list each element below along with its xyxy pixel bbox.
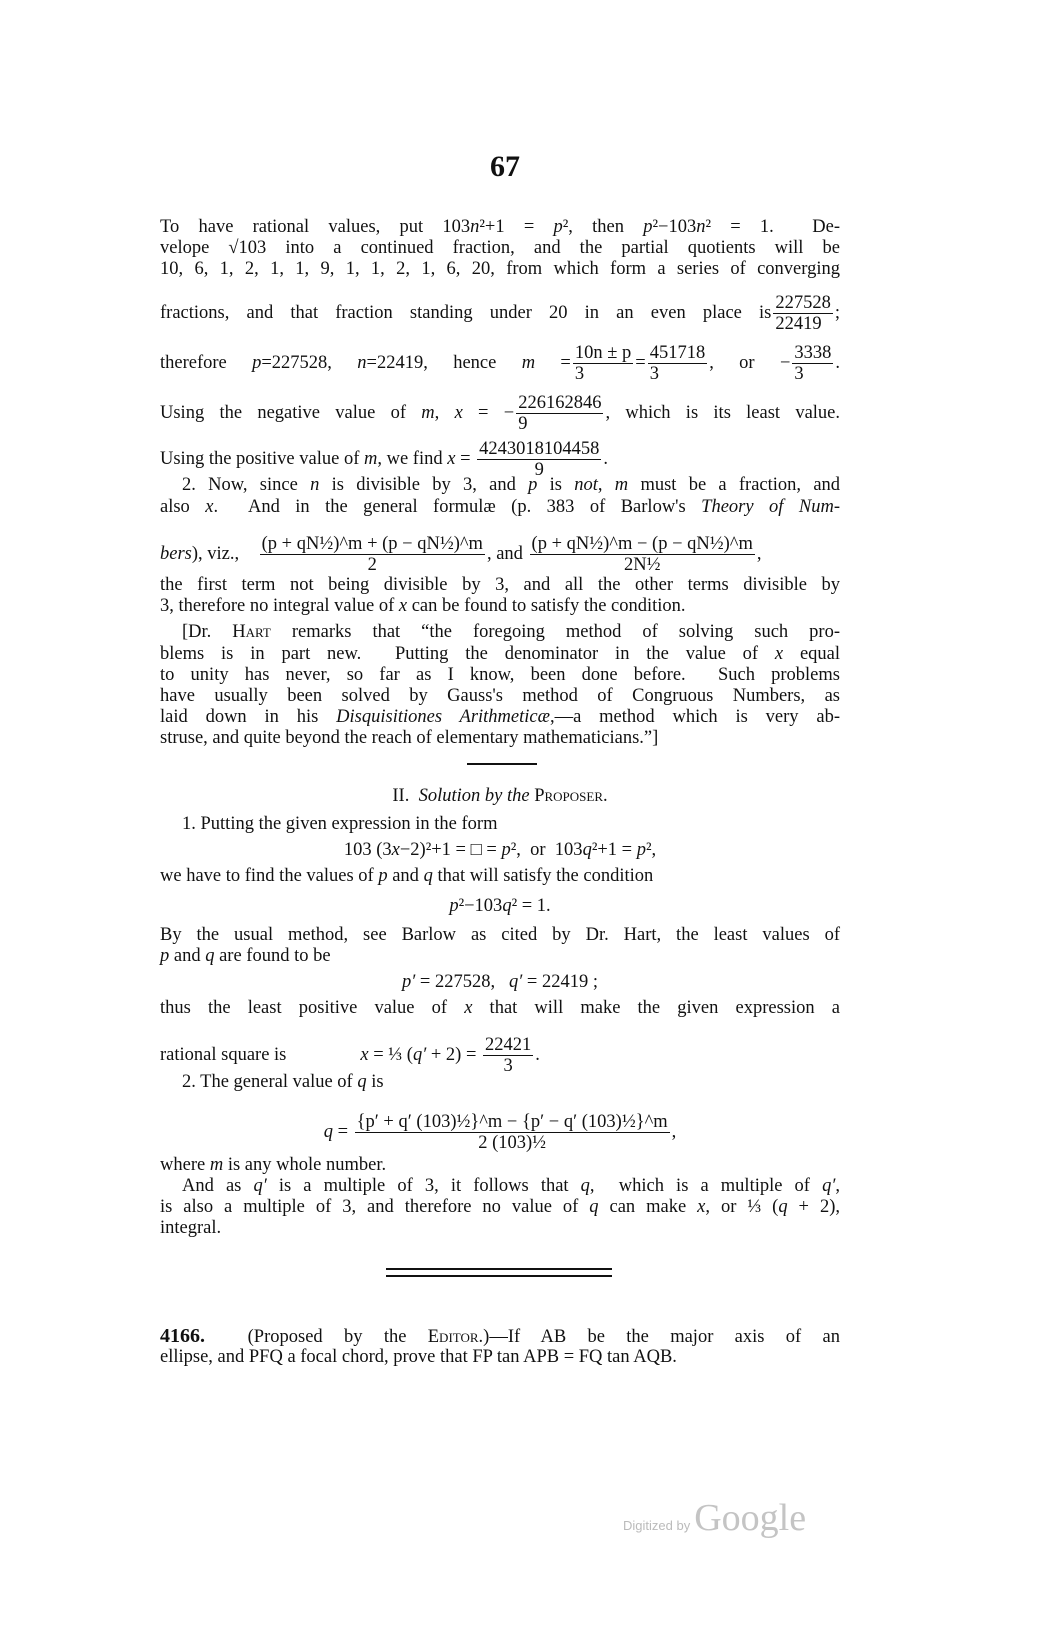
- text-line: [160, 393, 840, 434]
- text-run: ;: [834, 302, 840, 323]
- text-line: [160, 574, 840, 596]
- text-run: x: [447, 448, 456, 469]
- text-line: [160, 706, 840, 728]
- text-run: m: [521, 352, 536, 373]
- text-run: =227528,: [261, 352, 358, 373]
- text-run: m: [614, 475, 629, 495]
- text-run: where: [160, 1155, 210, 1175]
- text-run: p: [378, 866, 388, 886]
- text-line: [160, 496, 840, 518]
- text-run: . And in the general formulæ (p. 383 of Barlow's: [213, 497, 702, 517]
- text-run: To have rational values, put 103: [160, 217, 471, 237]
- text-run: ² = 1. De-: [705, 217, 840, 237]
- text-run: equal: [783, 644, 841, 664]
- text-run: ², then: [562, 217, 644, 237]
- fraction-denominator: 22419: [775, 314, 822, 334]
- text-run: ²,: [645, 840, 657, 860]
- text-line: [160, 1217, 840, 1239]
- text-run: p: [160, 946, 170, 966]
- text-run: q: [323, 1121, 333, 1142]
- text-run: By the usual method, see Barlow as cited by Dr. Hart, the least values of: [160, 925, 840, 945]
- fraction: [355, 1112, 670, 1153]
- text-run: Solution by the: [418, 786, 530, 806]
- text-line: [160, 216, 840, 238]
- text-line: [160, 945, 840, 967]
- text-run: (Proposed by the: [205, 1327, 428, 1347]
- text-run: x: [454, 402, 463, 423]
- text-run: can be found to satisfy the condition.: [407, 596, 686, 616]
- fraction-numerator: 227528: [775, 293, 831, 313]
- text-line: [160, 924, 840, 946]
- text-run: .: [603, 448, 609, 469]
- fraction-numerator: (p + qN½)^m + (p − qN½)^m: [261, 534, 483, 554]
- text-run: p: [528, 475, 538, 495]
- text-run: velope √103 into a continued fraction, and the partial quotients will be: [160, 238, 840, 258]
- fraction-denominator: 2: [367, 555, 377, 575]
- text-run: thus the least positive value of: [160, 998, 465, 1018]
- fraction-denominator: 9: [534, 460, 544, 480]
- text-line: [160, 664, 840, 686]
- text-run: ,: [597, 475, 615, 495]
- text-run: is any whole number.: [223, 1155, 387, 1175]
- text-run: that will satisfy the condition: [432, 866, 654, 886]
- text-run: q: [423, 866, 433, 886]
- text-run: .: [835, 352, 840, 373]
- text-run: ², or 103: [510, 840, 583, 860]
- text-line: [160, 1112, 840, 1153]
- text-line: [160, 971, 840, 993]
- text-line: [160, 1325, 840, 1348]
- text-run: 3, therefore no integral value of: [160, 596, 399, 616]
- text-run: to unity has never, so far as I know, been done before. Such problems: [160, 665, 840, 685]
- text-line: [160, 1154, 840, 1176]
- text-run: q′: [822, 1176, 836, 1196]
- text-run: n: [310, 475, 320, 495]
- text-line: [160, 474, 840, 496]
- text-run: n: [696, 217, 706, 237]
- text-line: [160, 727, 840, 749]
- text-run: is: [537, 475, 575, 495]
- fraction-denominator: 2N½: [623, 555, 661, 575]
- text-run: ellipse, and PFQ a focal chord, prove that FP tan APB = FQ tan AQB.: [160, 1347, 677, 1367]
- text-run: , which is a multiple of: [589, 1176, 823, 1196]
- text-run: 2. Now, since: [182, 475, 311, 495]
- text-run: must be a fraction, and: [628, 475, 841, 495]
- fraction-denominator: 3: [649, 364, 659, 384]
- text-run: + 2),: [787, 1197, 840, 1217]
- text-line: [160, 595, 840, 617]
- text-run: remarks that “the foregoing method of solving such pro-: [270, 622, 840, 642]
- text-run: x: [464, 998, 473, 1018]
- fraction-numerator: 22421: [485, 1035, 532, 1055]
- text-line: [160, 813, 840, 835]
- text-run: q: [502, 896, 512, 916]
- text-run: ²−103: [652, 217, 697, 237]
- text-run: = 22419 ;: [522, 972, 598, 992]
- text-run: , or ⅓ (: [705, 1197, 779, 1217]
- fraction-denominator: 2 (103)½: [478, 1133, 547, 1153]
- text-run: x: [360, 1044, 369, 1065]
- text-run: the first term not being divisible by 3, and all the other terms divisible by: [160, 575, 840, 595]
- text-run: are found to be: [214, 946, 331, 966]
- text-line: [160, 865, 840, 887]
- text-run: =: [332, 1121, 353, 1142]
- text-run: p: [449, 896, 459, 916]
- text-run: x: [398, 596, 408, 616]
- fraction: [648, 343, 708, 384]
- text-run: = 227528,: [415, 972, 509, 992]
- text-run: not: [574, 475, 598, 495]
- text-run: and: [169, 946, 206, 966]
- double-rule-top: [386, 1268, 612, 1270]
- text-run: p: [636, 840, 646, 860]
- text-run: 103 (3: [343, 840, 392, 860]
- text-run: struse, and quite beyond the reach of elementary mathematicians.”]: [160, 728, 659, 748]
- fraction: [483, 1035, 533, 1076]
- fraction: [773, 293, 833, 334]
- text-run: that will make the given expression a: [472, 998, 840, 1018]
- text-run: m: [363, 448, 378, 469]
- text-run: have usually been solved by Gauss's method of Congruous Numbers, as: [160, 686, 840, 706]
- text-line: [160, 895, 840, 917]
- text-run: q: [589, 1197, 599, 1217]
- text-run: ²+1 =: [591, 840, 637, 860]
- text-run: p′: [402, 972, 416, 992]
- text-line: [160, 1071, 840, 1093]
- text-line: [160, 1346, 840, 1368]
- text-line: [160, 293, 840, 334]
- text-run: integral.: [160, 1218, 222, 1238]
- text-run: ,: [434, 402, 455, 423]
- text-run: x: [697, 1197, 706, 1217]
- text-run: )—If AB be the major axis of an: [483, 1327, 840, 1347]
- text-run: 2. The general value of: [182, 1072, 358, 1092]
- text-line: [160, 785, 840, 807]
- text-run: m: [421, 402, 435, 423]
- text-run: =: [455, 448, 476, 469]
- fraction-numerator: 4243018104458: [479, 439, 600, 459]
- section-divider: [467, 763, 537, 765]
- text-run: can make: [598, 1197, 698, 1217]
- fraction-denominator: 3: [574, 364, 585, 384]
- text-run: 1. Putting the given expression in the form: [182, 814, 498, 834]
- text-run: bers: [160, 543, 192, 564]
- text-run: , which is its least value.: [605, 402, 841, 423]
- text-run: laid down in his: [160, 707, 337, 727]
- text-run: ,: [835, 1176, 840, 1196]
- text-run: fractions, and that fraction standing under 20 in an even place is: [160, 302, 772, 323]
- text-line: [160, 621, 840, 643]
- text-line: [160, 1175, 840, 1197]
- text-run: + 2) =: [426, 1044, 482, 1065]
- text-line: [160, 997, 840, 1019]
- text-line: [160, 258, 840, 280]
- text-run: II.: [392, 786, 419, 806]
- text-run: Proposer.: [534, 786, 608, 806]
- fraction-numerator: 226162846: [518, 393, 602, 413]
- text-run: And as: [182, 1176, 254, 1196]
- text-line: [160, 643, 840, 665]
- text-run: Disquisitiones Arithmeticæ: [336, 707, 550, 727]
- page-number: 67: [490, 150, 520, 183]
- text-run: =22419, hence: [366, 352, 522, 373]
- text-run: q: [778, 1197, 788, 1217]
- text-run: , and: [486, 543, 528, 564]
- text-run: q′: [508, 972, 523, 992]
- text-run: ²−103: [458, 896, 503, 916]
- fraction: [530, 534, 755, 575]
- text-run: ,—a method which is very ab-: [549, 707, 840, 727]
- text-run: 10, 6, 1, 2, 1, 1, 9, 1, 1, 2, 1, 6, 20, from which form a series of converging: [160, 259, 840, 279]
- watermark-prefix: Digitized by: [623, 1518, 691, 1533]
- text-run: q′: [412, 1044, 427, 1065]
- text-run: ,: [756, 543, 762, 564]
- text-run: m: [209, 1155, 224, 1175]
- text-run: rational square is: [160, 1044, 361, 1065]
- fraction-numerator: 451718: [649, 343, 706, 363]
- text-run: is: [366, 1072, 384, 1092]
- text-run: is also a multiple of 3, and therefore no value of: [160, 1197, 590, 1217]
- text-run: x: [391, 840, 400, 860]
- text-run: =: [535, 352, 571, 373]
- text-run: we have to find the values of: [160, 866, 379, 886]
- text-line: [160, 1035, 840, 1076]
- text-run: p: [643, 217, 653, 237]
- text-run: , or −: [709, 352, 791, 373]
- text-run: n: [357, 352, 367, 373]
- google-logo: Google: [694, 1497, 807, 1539]
- text-run: blems is in part new. Putting the denominator in the value of: [160, 644, 775, 664]
- text-run: Using the negative value of: [160, 402, 422, 423]
- text-run: ²+1 =: [479, 217, 554, 237]
- text-run: also: [160, 497, 206, 517]
- text-run: q: [205, 946, 215, 966]
- fraction: [573, 343, 633, 384]
- text-run: .: [535, 1044, 540, 1065]
- text-run: ² = 1.: [511, 896, 551, 916]
- text-run: is divisible by 3, and: [319, 475, 529, 495]
- text-run: ), viz.,: [191, 543, 258, 564]
- double-rule-bottom: [386, 1275, 612, 1277]
- text-run: , we find: [377, 448, 448, 469]
- text-run: p: [501, 840, 511, 860]
- text-line: [160, 237, 840, 259]
- fraction: [516, 393, 603, 434]
- text-run: Editor.: [427, 1327, 484, 1347]
- text-run: Theory of Num-: [701, 497, 840, 517]
- google-watermark: [623, 1496, 806, 1540]
- text-line: [160, 839, 840, 861]
- text-run: therefore: [160, 352, 253, 373]
- text-run: Hart: [232, 622, 271, 642]
- fraction-numerator: 3338: [794, 343, 832, 363]
- text-run: x: [774, 644, 784, 664]
- fraction-denominator: 9: [518, 414, 528, 434]
- text-run: [Dr.: [182, 622, 233, 642]
- text-run: q: [582, 840, 592, 860]
- text-line: [160, 343, 840, 384]
- fraction-numerator: {p′ + q′ (103)½}^m − {p′ − q′ (103)½}^m: [356, 1112, 668, 1132]
- text-run: q: [357, 1072, 367, 1092]
- fraction-denominator: 3: [503, 1056, 513, 1076]
- text-run: = −: [462, 402, 515, 423]
- text-run: p: [252, 352, 262, 373]
- text-run: q′: [253, 1176, 267, 1196]
- text-run: q: [580, 1176, 590, 1196]
- text-line: [160, 1196, 840, 1218]
- text-run: 4166.: [160, 1325, 205, 1347]
- fraction: [260, 534, 485, 575]
- text-run: −2)²+1 = □ =: [399, 840, 502, 860]
- text-run: ,: [671, 1121, 677, 1142]
- text-run: p: [553, 217, 563, 237]
- text-run: = ⅓ (: [368, 1044, 413, 1065]
- text-run: x: [205, 497, 214, 517]
- fraction-denominator: 3: [794, 364, 804, 384]
- fraction: [792, 343, 833, 384]
- text-run: Using the positive value of: [160, 448, 364, 469]
- text-run: is a multiple of 3, it follows that: [266, 1176, 581, 1196]
- text-run: =: [635, 352, 646, 373]
- fraction-numerator: 10n ± p: [574, 343, 632, 363]
- text-line: [160, 685, 840, 707]
- fraction-numerator: (p + qN½)^m − (p − qN½)^m: [531, 534, 753, 554]
- text-run: and: [387, 866, 424, 886]
- text-run: n: [470, 217, 480, 237]
- text-line: [160, 534, 840, 575]
